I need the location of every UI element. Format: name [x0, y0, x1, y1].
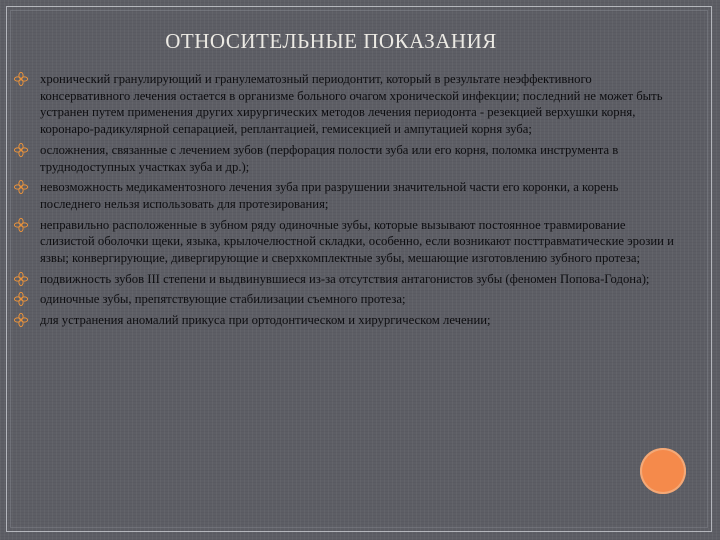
bullet-text-2: осложнения, связанные с лечением зубов (перфорация полости зуба или его корня, поломка инструмента в труднодоступных участках зуба и др.);: [40, 142, 619, 174]
flower-bullet-icon: [14, 218, 28, 232]
flower-bullet-icon: [14, 272, 28, 286]
bullet-item-2: [14, 142, 676, 175]
accent-circle: [640, 448, 686, 494]
bullet-text-6: одиночные зубы, препятствующие стабилизации съемного протеза;: [40, 292, 406, 307]
bullet-text-7: для устранения аномалий прикуса при ортодонтическом и хирургическом лечении;: [40, 313, 491, 328]
flower-bullet-icon: [14, 72, 28, 86]
flower-bullet-icon: [14, 313, 28, 327]
bullet-text-3: невозможность медикаментозного лечения зуба при разрушении значительной части его коронки, а корень последнего нельзя использовать для протезирования;: [40, 180, 619, 211]
bullet-item-3: [14, 179, 676, 212]
bullet-item-1: [14, 71, 676, 138]
flower-bullet-icon: [14, 292, 28, 306]
bullet-item-4: [14, 217, 676, 267]
slide-title: ОТНОСИТЕЛЬНЫЕ ПОКАЗАНИЯ: [165, 29, 497, 53]
bullet-item-7: [14, 312, 676, 329]
bullet-item-6: [14, 291, 676, 308]
flower-bullet-icon: [14, 180, 28, 194]
bullet-text-5: подвижность зубов III степени и выдвинувшиеся из-за отсутствия антагонистов зубы (феномен Попова-Годона);: [40, 271, 650, 286]
bullet-item-5: [14, 271, 676, 288]
bullet-text-1: хронический гранулирующий и гранулематозный периодонтит, который в результате неэффективного консервативного лечения остается в организме больного очагом хронической инфекции; последний не может быть устранен путем применения других хирургических методов лечения периодонта - резекцией верхушки корня, коронаро-радикулярной сепарацией, реплантацией, гемисекцией и ампутацией корня зуба;: [40, 72, 663, 137]
bullet-list: [14, 71, 676, 333]
bullet-text-4: неправильно расположенные в зубном ряду одиночные зубы, которые вызывают постоянное травмирование слизистой оболочки щеки, языка, крылочелюстной складки, особенно, если возникают посттравматические эрозии и язвы; конвергирующие, дивергирующие и сверхкомплектные зубы, мешающие изготовлению зубного протеза;: [40, 217, 674, 266]
flower-bullet-icon: [14, 143, 28, 157]
